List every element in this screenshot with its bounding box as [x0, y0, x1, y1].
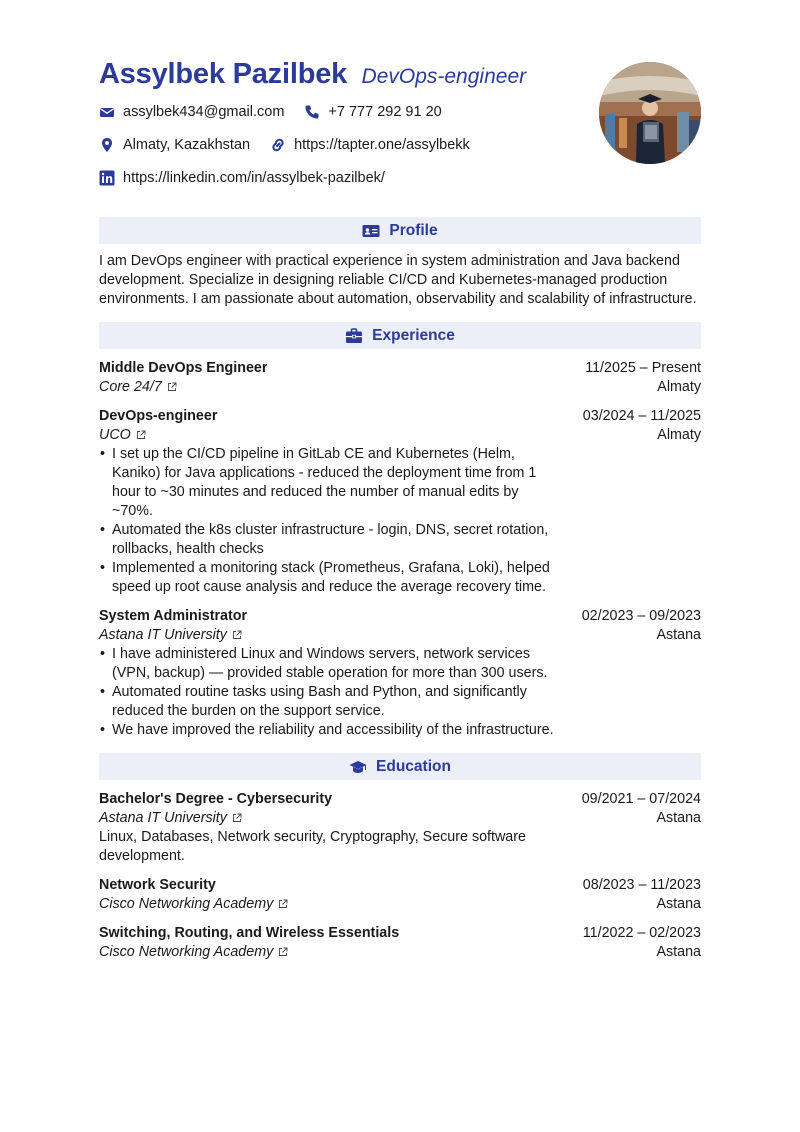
education-location: Astana [656, 944, 701, 960]
linkedin-icon [99, 170, 115, 186]
email-text: assylbek434@gmail.com [123, 104, 285, 120]
company-name-text: Astana IT University [99, 627, 227, 643]
experience-entry [99, 359, 701, 397]
name-row [99, 58, 526, 91]
graduation-cap-icon [349, 758, 367, 776]
phone-icon [304, 104, 320, 120]
profile-photo [599, 62, 701, 164]
linkedin-text: https://linkedin.com/in/assylbek-pazilbek/ [123, 170, 385, 186]
profile-summary: I am DevOps engineer with practical experience in system administration and Java backend development. Specialize in designing reliable CI/CD and Kubernetes-managed production environments. I am passionate about automation, observability and scalability of infrastructure. [99, 253, 697, 307]
entry-meta [583, 407, 701, 445]
company-name-text: Core 24/7 [99, 379, 162, 395]
bullet-item: • I have administered Linux and Windows servers, network services (VPN, backup) — provided stable operation for more than 300 users. [99, 645, 559, 683]
briefcase-icon [345, 327, 363, 345]
external-link-icon[interactable] [278, 947, 288, 957]
education-dates: 08/2023 – 11/2023 [582, 877, 701, 893]
link-icon [270, 137, 286, 153]
education-location: Astana [656, 810, 701, 826]
job-title: Middle DevOps Engineer [99, 360, 268, 376]
institution-name-text: Cisco Networking Academy [99, 896, 274, 912]
section-education-header [99, 753, 701, 780]
website-contact[interactable] [270, 137, 470, 153]
external-link-icon[interactable] [136, 430, 146, 440]
email-contact[interactable] [99, 104, 284, 120]
bullet-item: • Automated routine tasks using Bash and Python, and significantly reduced the burden on the support service. [99, 683, 559, 721]
external-link-icon[interactable] [167, 382, 177, 392]
job-location: Almaty [657, 379, 701, 395]
job-bullets [99, 445, 559, 597]
education-entry [99, 790, 701, 866]
education-entry [99, 876, 701, 914]
job-location: Astana [656, 627, 701, 643]
envelope-icon [99, 104, 115, 120]
institution-name-text: Cisco Networking Academy [99, 944, 274, 960]
education-location: Astana [656, 896, 701, 912]
location-text: Almaty, Kazakhstan [123, 137, 251, 153]
entry-meta [583, 876, 701, 914]
entry-meta [582, 607, 701, 645]
external-link-icon[interactable] [232, 630, 242, 640]
education-dates: 11/2022 – 02/2023 [582, 925, 701, 941]
degree-title: Network Security [99, 877, 216, 893]
id-card-icon [362, 222, 380, 240]
job-location: Almaty [657, 427, 701, 443]
bullet-item: • Automated the k8s cluster infrastructure - login, DNS, secret rotation, rollbacks, health checks [99, 521, 559, 559]
section-experience-title: Experience [372, 326, 455, 344]
experience-entry [99, 407, 701, 597]
linkedin-contact[interactable] [99, 170, 385, 186]
location-contact [99, 137, 250, 153]
degree-description: Linux, Databases, Network security, Cryptography, Secure software development. [99, 829, 526, 864]
resume-header [99, 0, 701, 200]
job-title: System Administrator [99, 608, 248, 624]
entry-meta [583, 924, 701, 962]
job-dates: 11/2025 – Present [585, 360, 701, 376]
phone-text: +7 777 292 91 20 [328, 104, 442, 120]
candidate-role: DevOps-engineer [361, 65, 527, 88]
degree-title: Switching, Routing, and Wireless Essentials [99, 925, 400, 941]
section-experience-header [99, 322, 701, 349]
contact-line-3 [99, 170, 405, 186]
entry-meta [585, 359, 701, 397]
contact-line-1 [99, 104, 462, 120]
entry-meta [582, 790, 701, 828]
bullet-item: • Implemented a monitoring stack (Prometheus, Grafana, Loki), helped speed up root cause analysis and reduce the average recovery time. [99, 559, 559, 597]
education-entry [99, 924, 701, 962]
website-text: https://tapter.one/assylbekk [294, 137, 470, 153]
job-bullets [99, 645, 559, 740]
section-education-title: Education [376, 757, 451, 775]
experience-entry [99, 607, 701, 740]
job-title: DevOps-engineer [99, 408, 218, 424]
section-profile-header [99, 217, 701, 244]
phone-contact[interactable] [304, 104, 441, 120]
company-name-text: UCO [99, 427, 131, 443]
bullet-item: • We have improved the reliability and accessibility of the infrastructure. [99, 721, 559, 740]
section-profile-title: Profile [389, 221, 438, 239]
institution-name-text: Astana IT University [99, 810, 227, 826]
contact-line-2 [99, 137, 490, 153]
education-dates: 09/2021 – 07/2024 [581, 791, 701, 807]
job-dates: 03/2024 – 11/2025 [582, 408, 701, 424]
candidate-name: Assylbek Pazilbek [99, 58, 348, 90]
external-link-icon[interactable] [278, 899, 288, 909]
location-pin-icon [99, 137, 115, 153]
degree-title: Bachelor's Degree - Cybersecurity [99, 791, 333, 807]
resume-page [99, 0, 701, 962]
bullet-item: • I set up the CI/CD pipeline in GitLab CE and Kubernetes (Helm, Kaniko) for Java applications - reduced the deployment time from 1 hour to ~30 minutes and reduced the number of manual edits by ~70%. [99, 445, 559, 521]
job-dates: 02/2023 – 09/2023 [581, 608, 701, 624]
external-link-icon[interactable] [232, 813, 242, 823]
